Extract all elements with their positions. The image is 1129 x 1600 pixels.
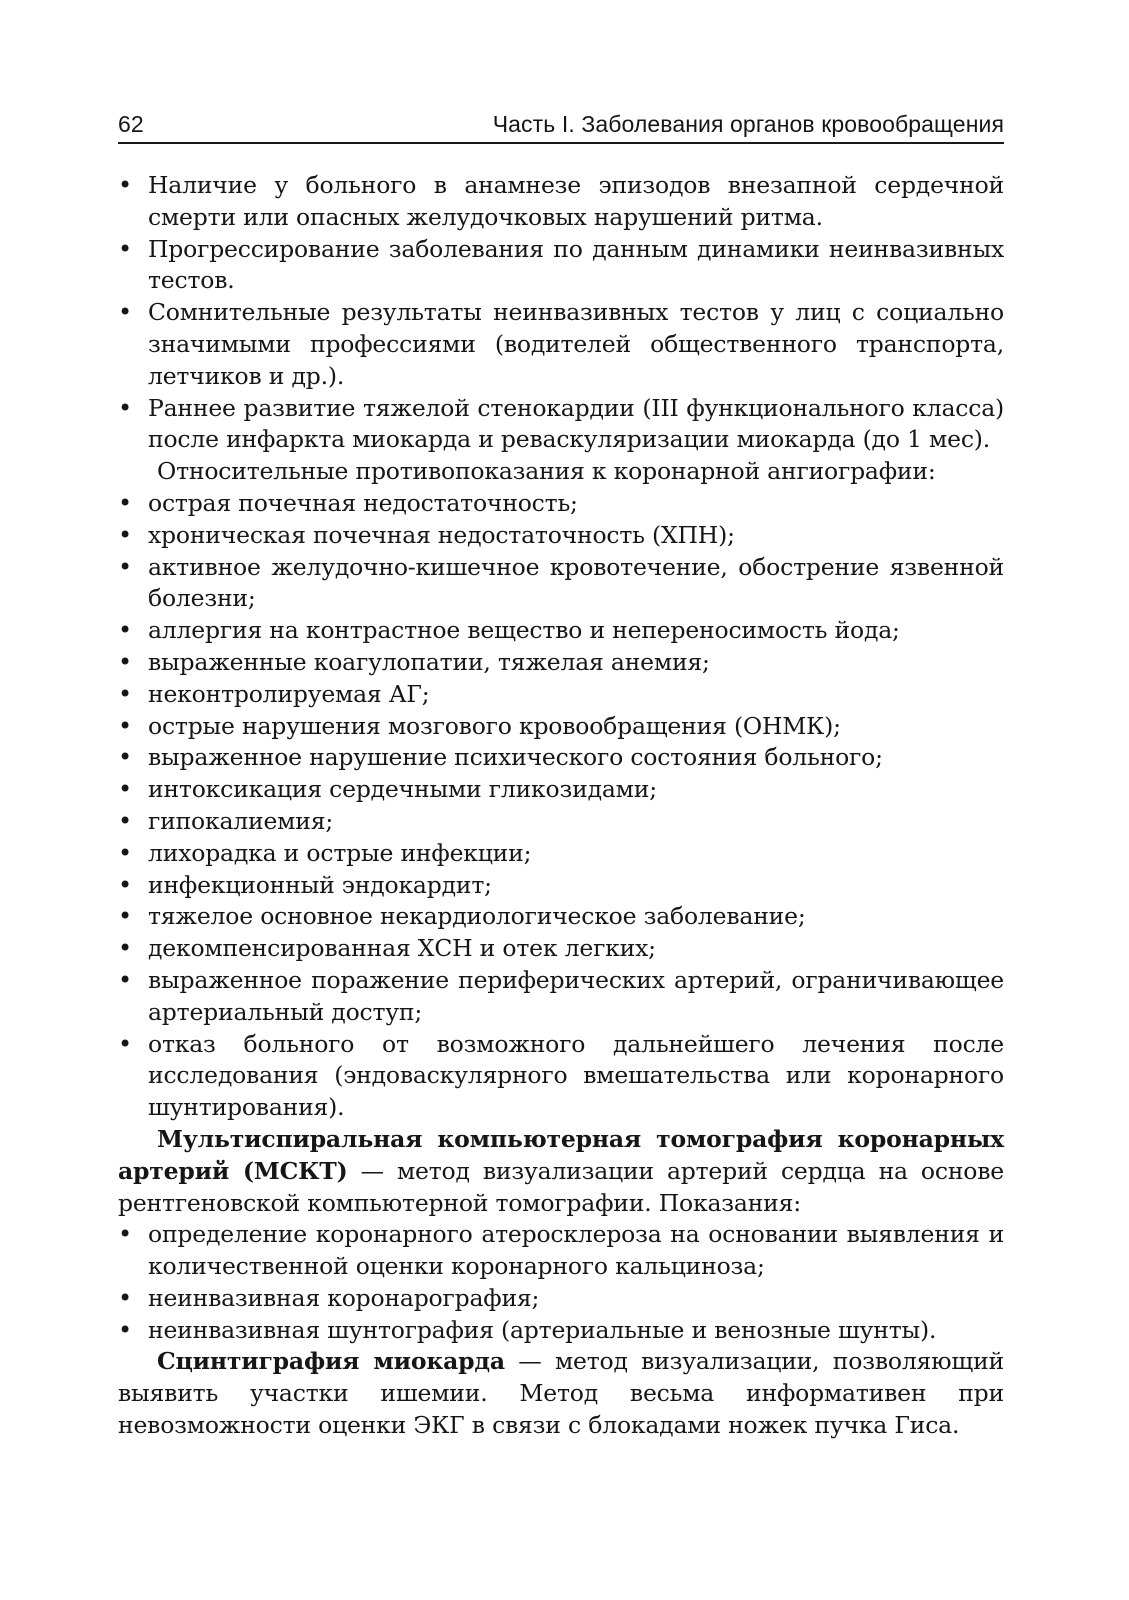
list-item: • острая почечная недостаточность; <box>118 488 1004 520</box>
page-number: 62 <box>118 111 144 137</box>
scintigraphy-paragraph <box>118 1346 1004 1441</box>
list-item: • Наличие у больного в анамнезе эпизодов внезапной сердечной смерти или опасных желудочковых нарушений ритма. <box>118 170 1004 234</box>
msct-term: Мультиспиральная компьютерная томография коронарных артерий (МСКТ) <box>118 1124 1004 1185</box>
list-item: • определение коронарного атеросклероза на основании выявления и количественной оценки коронарного кальциноза; <box>118 1219 1004 1283</box>
list-item: • гипокалиемия; <box>118 806 1004 838</box>
running-title: Часть I. Заболевания органов кровообращения <box>492 111 1004 137</box>
list-item: • выраженное поражение периферических артерий, ограничивающее артериальный доступ; <box>118 965 1004 1029</box>
list-item: • неконтролируемая АГ; <box>118 679 1004 711</box>
page-content <box>118 170 1004 1442</box>
list-item: • инфекционный эндокардит; <box>118 870 1004 902</box>
list-item: • хроническая почечная недостаточность (ХПН); <box>118 520 1004 552</box>
list-item: • Прогрессирование заболевания по данным динамики неинвазивных тестов. <box>118 234 1004 298</box>
list-item: • острые нарушения мозгового кровообращения (ОНМК); <box>118 711 1004 743</box>
indications-list <box>118 170 1004 456</box>
scintigraphy-definition: — метод визуализации, позволяющий выявить участки ишемии. Метод весьма информативен при невозможности оценки ЭКГ в связи с блокадами ножек пучка Гиса. <box>118 1347 1005 1440</box>
list-item: • выраженные коагулопатии, тяжелая анемия; <box>118 647 1004 679</box>
contraindications-heading: Относительные противопоказания к коронарной ангиографии: <box>157 457 936 486</box>
list-item: • аллергия на контрастное вещество и непереносимость йода; <box>118 615 1004 647</box>
scintigraphy-term: Сцинтиграфия миокарда <box>157 1347 505 1376</box>
list-item: • активное желудочно-кишечное кровотечение, обострение язвенной болезни; <box>118 552 1004 616</box>
list-item: • неинвазивная коронарография; <box>118 1283 1004 1315</box>
list-item: • выраженное нарушение психического состояния больного; <box>118 742 1004 774</box>
list-item: • интоксикация сердечными гликозидами; <box>118 774 1004 806</box>
list-item: • неинвазивная шунтография (артериальные и венозные шунты). <box>118 1315 1004 1347</box>
msct-paragraph <box>118 1124 1004 1219</box>
list-item: • тяжелое основное некардиологическое заболевание; <box>118 901 1004 933</box>
list-item: • Раннее развитие тяжелой стенокардии (III функционального класса) после инфаркта миокарда и реваскуляризации миокарда (до 1 мес). <box>118 393 1004 457</box>
list-item: • лихорадка и острые инфекции; <box>118 838 1004 870</box>
list-item: • Сомнительные результаты неинвазивных тестов у лиц с социально значимыми профессиями (водителей общественного транспорта, летчиков и др.). <box>118 297 1004 392</box>
contraindications-list <box>118 488 1004 1124</box>
list-item: • декомпенсированная ХСН и отек легких; <box>118 933 1004 965</box>
running-header <box>118 110 1004 144</box>
msct-indications-list <box>118 1219 1004 1346</box>
list-item: • отказ больного от возможного дальнейшего лечения после исследования (эндоваскулярного вмешательства или коронарного шунтирования). <box>118 1029 1004 1124</box>
msct-definition: — метод визуализации артерий сердца на основе рентгеновской компьютерной томографии. Показания: <box>118 1156 1004 1217</box>
